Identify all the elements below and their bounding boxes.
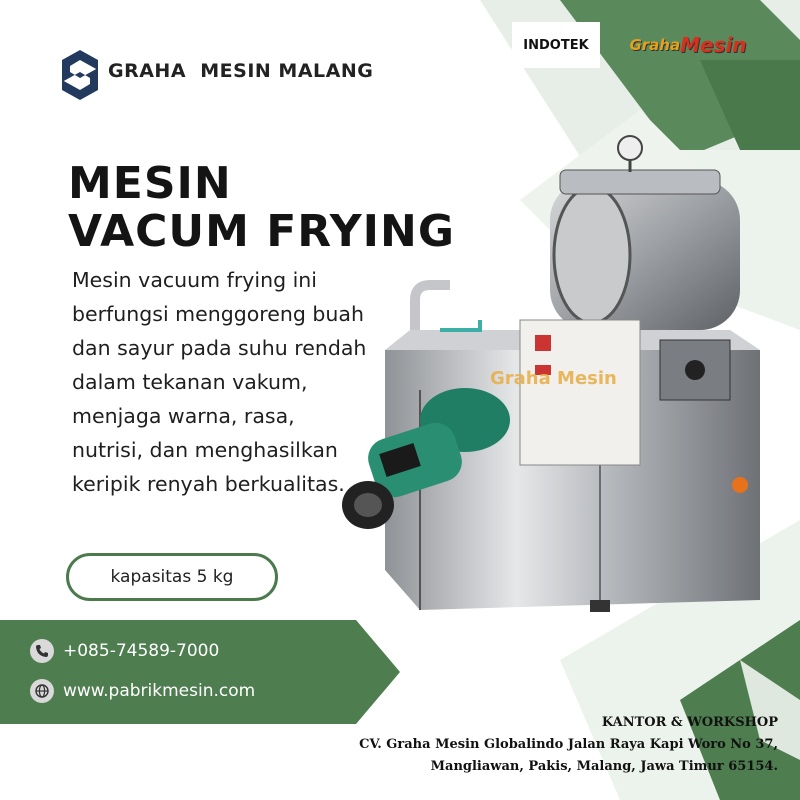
contact-band (0, 620, 400, 724)
graha-mesin-logo: Graha Mesin (629, 33, 747, 57)
description: Mesin vacuum frying ini berfungsi menggoreng buah dan sayur pada suhu rendah dalam tekanan vakum, menjaga warna, rasa, nutrisi, dan menghasilkan keripik renyah berkualitas. (72, 268, 367, 496)
capacity-badge: kapasitas 5 kg (66, 553, 278, 601)
phone-icon (30, 639, 54, 663)
phone-number: +085-74589-7000 (63, 641, 220, 661)
office-line-1: CV. Graha Mesin Globalindo Jalan Raya Kapi Woro No 37, (359, 737, 778, 752)
phone-row[interactable] (30, 639, 219, 663)
office-line-2: Mangliawan, Pakis, Malang, Jawa Timur 65154. (430, 759, 778, 774)
indotek-logo: INDOTEK (512, 22, 600, 68)
office-heading: KANTOR & WORKSHOP (601, 715, 778, 730)
watermark-graha-mesin: Graha Mesin (490, 368, 617, 389)
office-address (359, 712, 778, 778)
globe-icon (30, 679, 54, 703)
title-line-1: MESIN (68, 158, 232, 209)
website-row[interactable] (30, 679, 255, 703)
brand-logo (62, 50, 98, 100)
brand-name: GRAHA MESIN MALANG (108, 60, 374, 82)
title-line-2: VACUM FRYING (68, 206, 455, 257)
website-url: www.pabrikmesin.com (63, 681, 256, 701)
